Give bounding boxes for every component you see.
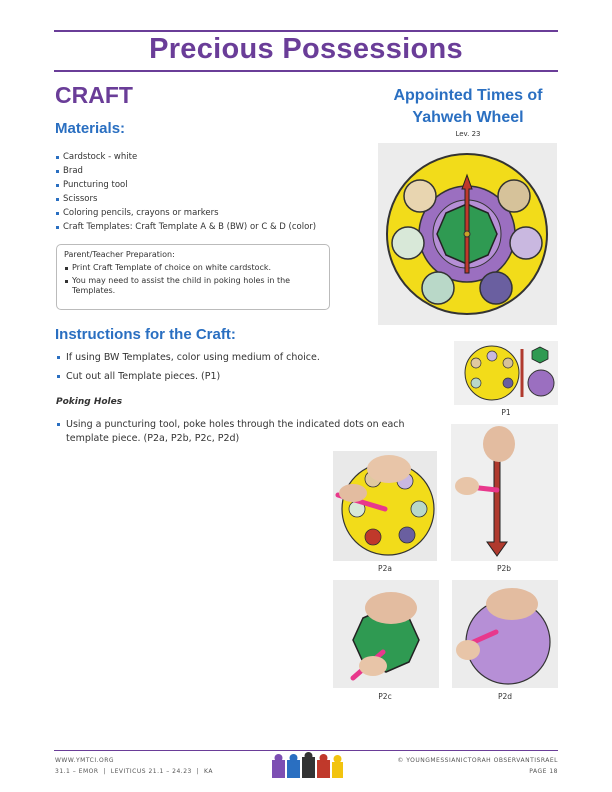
wheel-title-line2: Yahweh Wheel (412, 109, 524, 126)
wheel-photo (378, 143, 557, 325)
prep-heading: Parent/Teacher Preparation: (64, 250, 175, 259)
instructions-heading: Instructions for the Craft: (55, 326, 236, 343)
photo-p2c (333, 580, 439, 688)
instructions-list (56, 351, 376, 388)
footer-logo (270, 752, 345, 780)
materials-heading: Materials: (55, 120, 126, 137)
photo-p2a (333, 451, 437, 561)
logo-figure-icon (332, 755, 343, 778)
caption-p2a: P2a (378, 564, 392, 573)
list-item: Print Craft Template of choice on white cardstock. (64, 263, 322, 273)
page-title: Precious Possessions (149, 33, 463, 65)
footer-lesson: 31.1 – EMOR (55, 768, 99, 775)
list-item: Using a puncturing tool, poke holes through the indicated dots on each template piece. (P2a, P2b, P2c, P2d) (56, 418, 436, 445)
footer-scripture: LEVITICUS 21.1 – 24.23 (110, 768, 192, 775)
list-item: Brad (56, 164, 316, 178)
craft-heading: CRAFT (55, 82, 133, 108)
caption-p2b: P2b (496, 564, 512, 573)
prep-box (56, 244, 330, 310)
photo-p1 (454, 341, 558, 405)
footer-rule (54, 750, 558, 751)
list-item: Cut out all Template pieces. (P1) (56, 370, 376, 384)
footer-separator: | (100, 768, 109, 775)
photo-p2d (452, 580, 558, 688)
list-item: Coloring pencils, crayons or markers (56, 206, 316, 220)
poking-holes-heading: Poking Holes (56, 397, 123, 407)
list-item: Scissors (56, 192, 316, 206)
wheel-title (388, 85, 548, 129)
materials-list (56, 150, 316, 234)
header-top-rule (54, 30, 558, 32)
footer-separator: | (194, 768, 202, 775)
footer-page-number: PAGE 18 (529, 768, 558, 775)
caption-p2c: P2c (378, 692, 392, 701)
list-item: Cardstock - white (56, 150, 316, 164)
poking-steps-list (56, 418, 436, 450)
footer-grade: KA (204, 768, 213, 775)
logo-figure-icon (287, 754, 300, 778)
list-item: Puncturing tool (56, 178, 316, 192)
header-bottom-rule (54, 70, 558, 72)
caption-p2d: P2d (497, 692, 513, 701)
wheel-reference: Lev. 23 (455, 130, 481, 138)
wheel-title-line1: Appointed Times of (393, 87, 543, 104)
footer-lesson-info (55, 768, 213, 775)
logo-figure-icon (302, 752, 315, 778)
logo-figure-icon (272, 754, 285, 778)
list-item: You may need to assist the child in poking holes in the Templates. (64, 276, 322, 296)
caption-p1: P1 (501, 408, 511, 417)
list-item: Craft Templates: Craft Template A & B (BW) or C & D (color) (56, 220, 316, 234)
photo-p2b (451, 424, 558, 561)
footer-website: WWW.YMTCI.ORG (55, 757, 115, 764)
logo-figure-icon (317, 754, 330, 778)
footer-copyright: © YOUNGMESSIANICTORAH OBSERVANTISRAEL (397, 757, 558, 764)
list-item: If using BW Templates, color using medium of choice. (56, 351, 376, 365)
